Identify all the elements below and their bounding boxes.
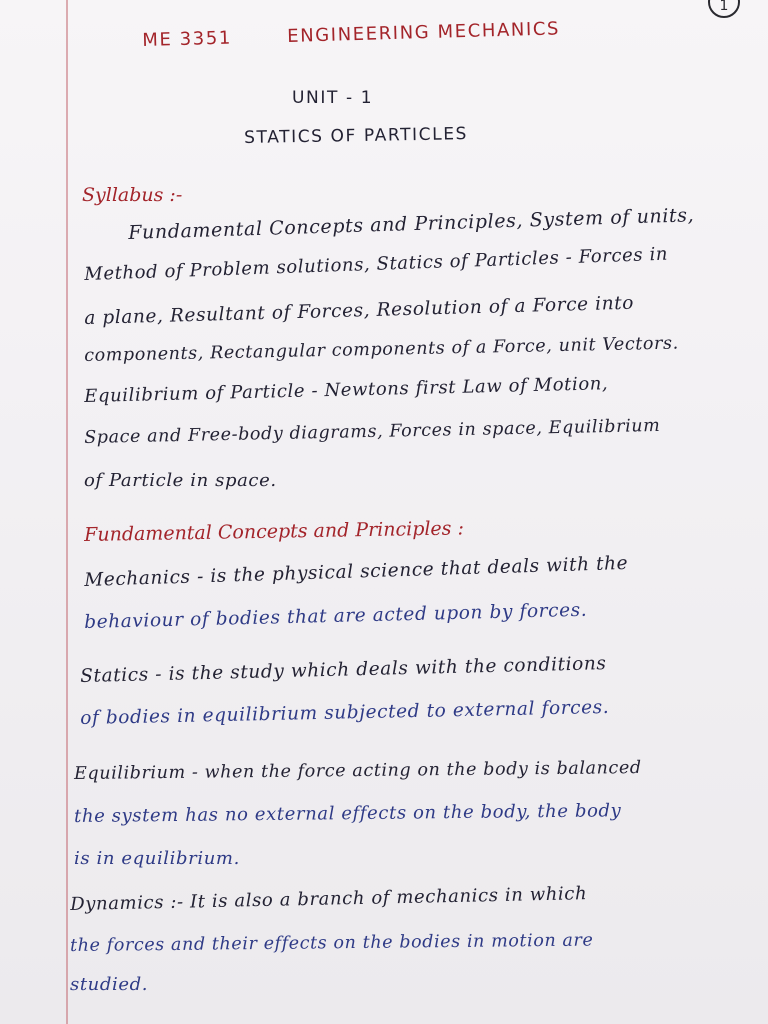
definition-dynamics-line3: studied.: [70, 974, 149, 995]
unit-number: UNIT - 1: [292, 88, 374, 108]
page-number: 1: [708, 0, 740, 18]
syllabus-line: of Particle in space.: [84, 470, 277, 491]
syllabus-heading: Syllabus :-: [82, 184, 183, 206]
course-code: ME 3351: [142, 27, 233, 51]
definition-equilibrium-line3: is in equilibrium.: [74, 848, 240, 869]
syllabus-line: Method of Problem solutions, Statics of Particles - Forces in: [84, 243, 669, 285]
syllabus-line: Equilibrium of Particle - Newtons first Law of Motion,: [84, 373, 609, 407]
definition-equilibrium-line2: the system has no external effects on the body, the body: [74, 800, 622, 827]
course-title: ENGINEERING MECHANICS: [286, 18, 561, 47]
definition-mechanics-line2: behaviour of bodies that are acted upon by forces.: [84, 599, 588, 633]
unit-title: STATICS OF PARTICLES: [244, 124, 469, 148]
definition-statics-line1: Statics - is the study which deals with the conditions: [80, 653, 607, 687]
syllabus-line: components, Rectangular components of a Force, unit Vectors.: [84, 333, 679, 366]
definition-mechanics-line1: Mechanics - is the physical science that deals with the: [84, 552, 629, 591]
section-heading: Fundamental Concepts and Principles :: [84, 517, 465, 546]
definition-dynamics-line1: Dynamics :- It is also a branch of mechanics in which: [70, 883, 588, 915]
definition-statics-line2: of bodies in equilibrium subjected to external forces.: [80, 696, 610, 729]
definition-dynamics-line2: the forces and their effects on the bodies in motion are: [70, 930, 594, 956]
definition-equilibrium-line1: Equilibrium - when the force acting on the body is balanced: [74, 758, 642, 784]
margin-line: [66, 0, 68, 1024]
course-header: [142, 18, 560, 51]
syllabus-line: Fundamental Concepts and Principles, System of units,: [128, 204, 695, 244]
syllabus-line: a plane, Resultant of Forces, Resolution of a Force into: [84, 292, 635, 329]
syllabus-line: Space and Free-body diagrams, Forces in space, Equilibrium: [84, 415, 661, 448]
